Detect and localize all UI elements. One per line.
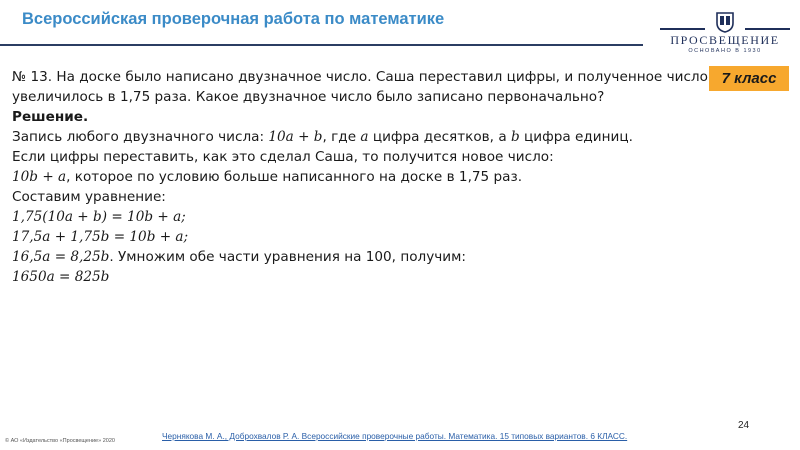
math-expression: 10a + b [268, 129, 323, 145]
math-variable: a [360, 129, 369, 145]
solution-text: , которое по условию больше написанного на доске в 1,75 раз. [66, 169, 523, 185]
logo-rule-left [660, 28, 705, 30]
problem-content [12, 67, 712, 287]
equation-line: 17,5a + 1,75b = 10b + a; [12, 229, 189, 245]
math-variable: b [510, 129, 520, 145]
page-title: Всероссийская проверочная работа по математике [22, 10, 445, 28]
solution-text: Запись любого двузначного числа: [12, 129, 269, 145]
solution-heading: Решение. [12, 109, 89, 125]
math-expression: 10b + a [12, 169, 67, 185]
publisher-logo [660, 8, 790, 60]
equation-line: 1650a = 825b [12, 269, 110, 285]
solution-text: цифра десятков, а [368, 129, 511, 145]
solution-text-line: Составим уравнение: [12, 189, 166, 205]
problem-text-line: увеличилось в 1,75 раза. Какое двузначное число было записано первоначально? [12, 89, 605, 105]
solution-text: цифра единиц. [519, 129, 633, 145]
logo-brand-name: ПРОСВЕЩЕНИЕ [670, 33, 780, 47]
math-expression: 16,5a = 8,25b [12, 249, 110, 265]
grade-badge: 7 класс [709, 66, 789, 91]
solution-text: . Умножим обе части уравнения на 100, получим: [109, 249, 466, 265]
solution-line [12, 167, 712, 187]
source-link[interactable]: Чернякова М. А., Доброхвалов Р. А. Всероссийские проверочные работы. Математика. 15 типовых вариантов. 6 КЛАСС. [162, 431, 628, 441]
page-number: 24 [738, 420, 750, 431]
header-divider [0, 44, 643, 46]
copyright-text: © АО «Издательство «Просвещение» 2020 [5, 438, 115, 444]
solution-line [12, 127, 712, 147]
logo-rule-right [745, 28, 790, 30]
equation-line: 1,75(10a + b) = 10b + a; [12, 209, 186, 225]
problem-text-line: № 13. На доске было написано двузначное число. Саша переставил цифры, и полученное число [12, 69, 708, 85]
logo-founded-text: ОСНОВАНО В 1930 [688, 48, 762, 54]
solution-text: , где [322, 129, 361, 145]
solution-line [12, 247, 712, 267]
shield-icon [715, 11, 735, 33]
solution-text-line: Если цифры переставить, как это сделал Саша, то получится новое число: [12, 149, 554, 165]
